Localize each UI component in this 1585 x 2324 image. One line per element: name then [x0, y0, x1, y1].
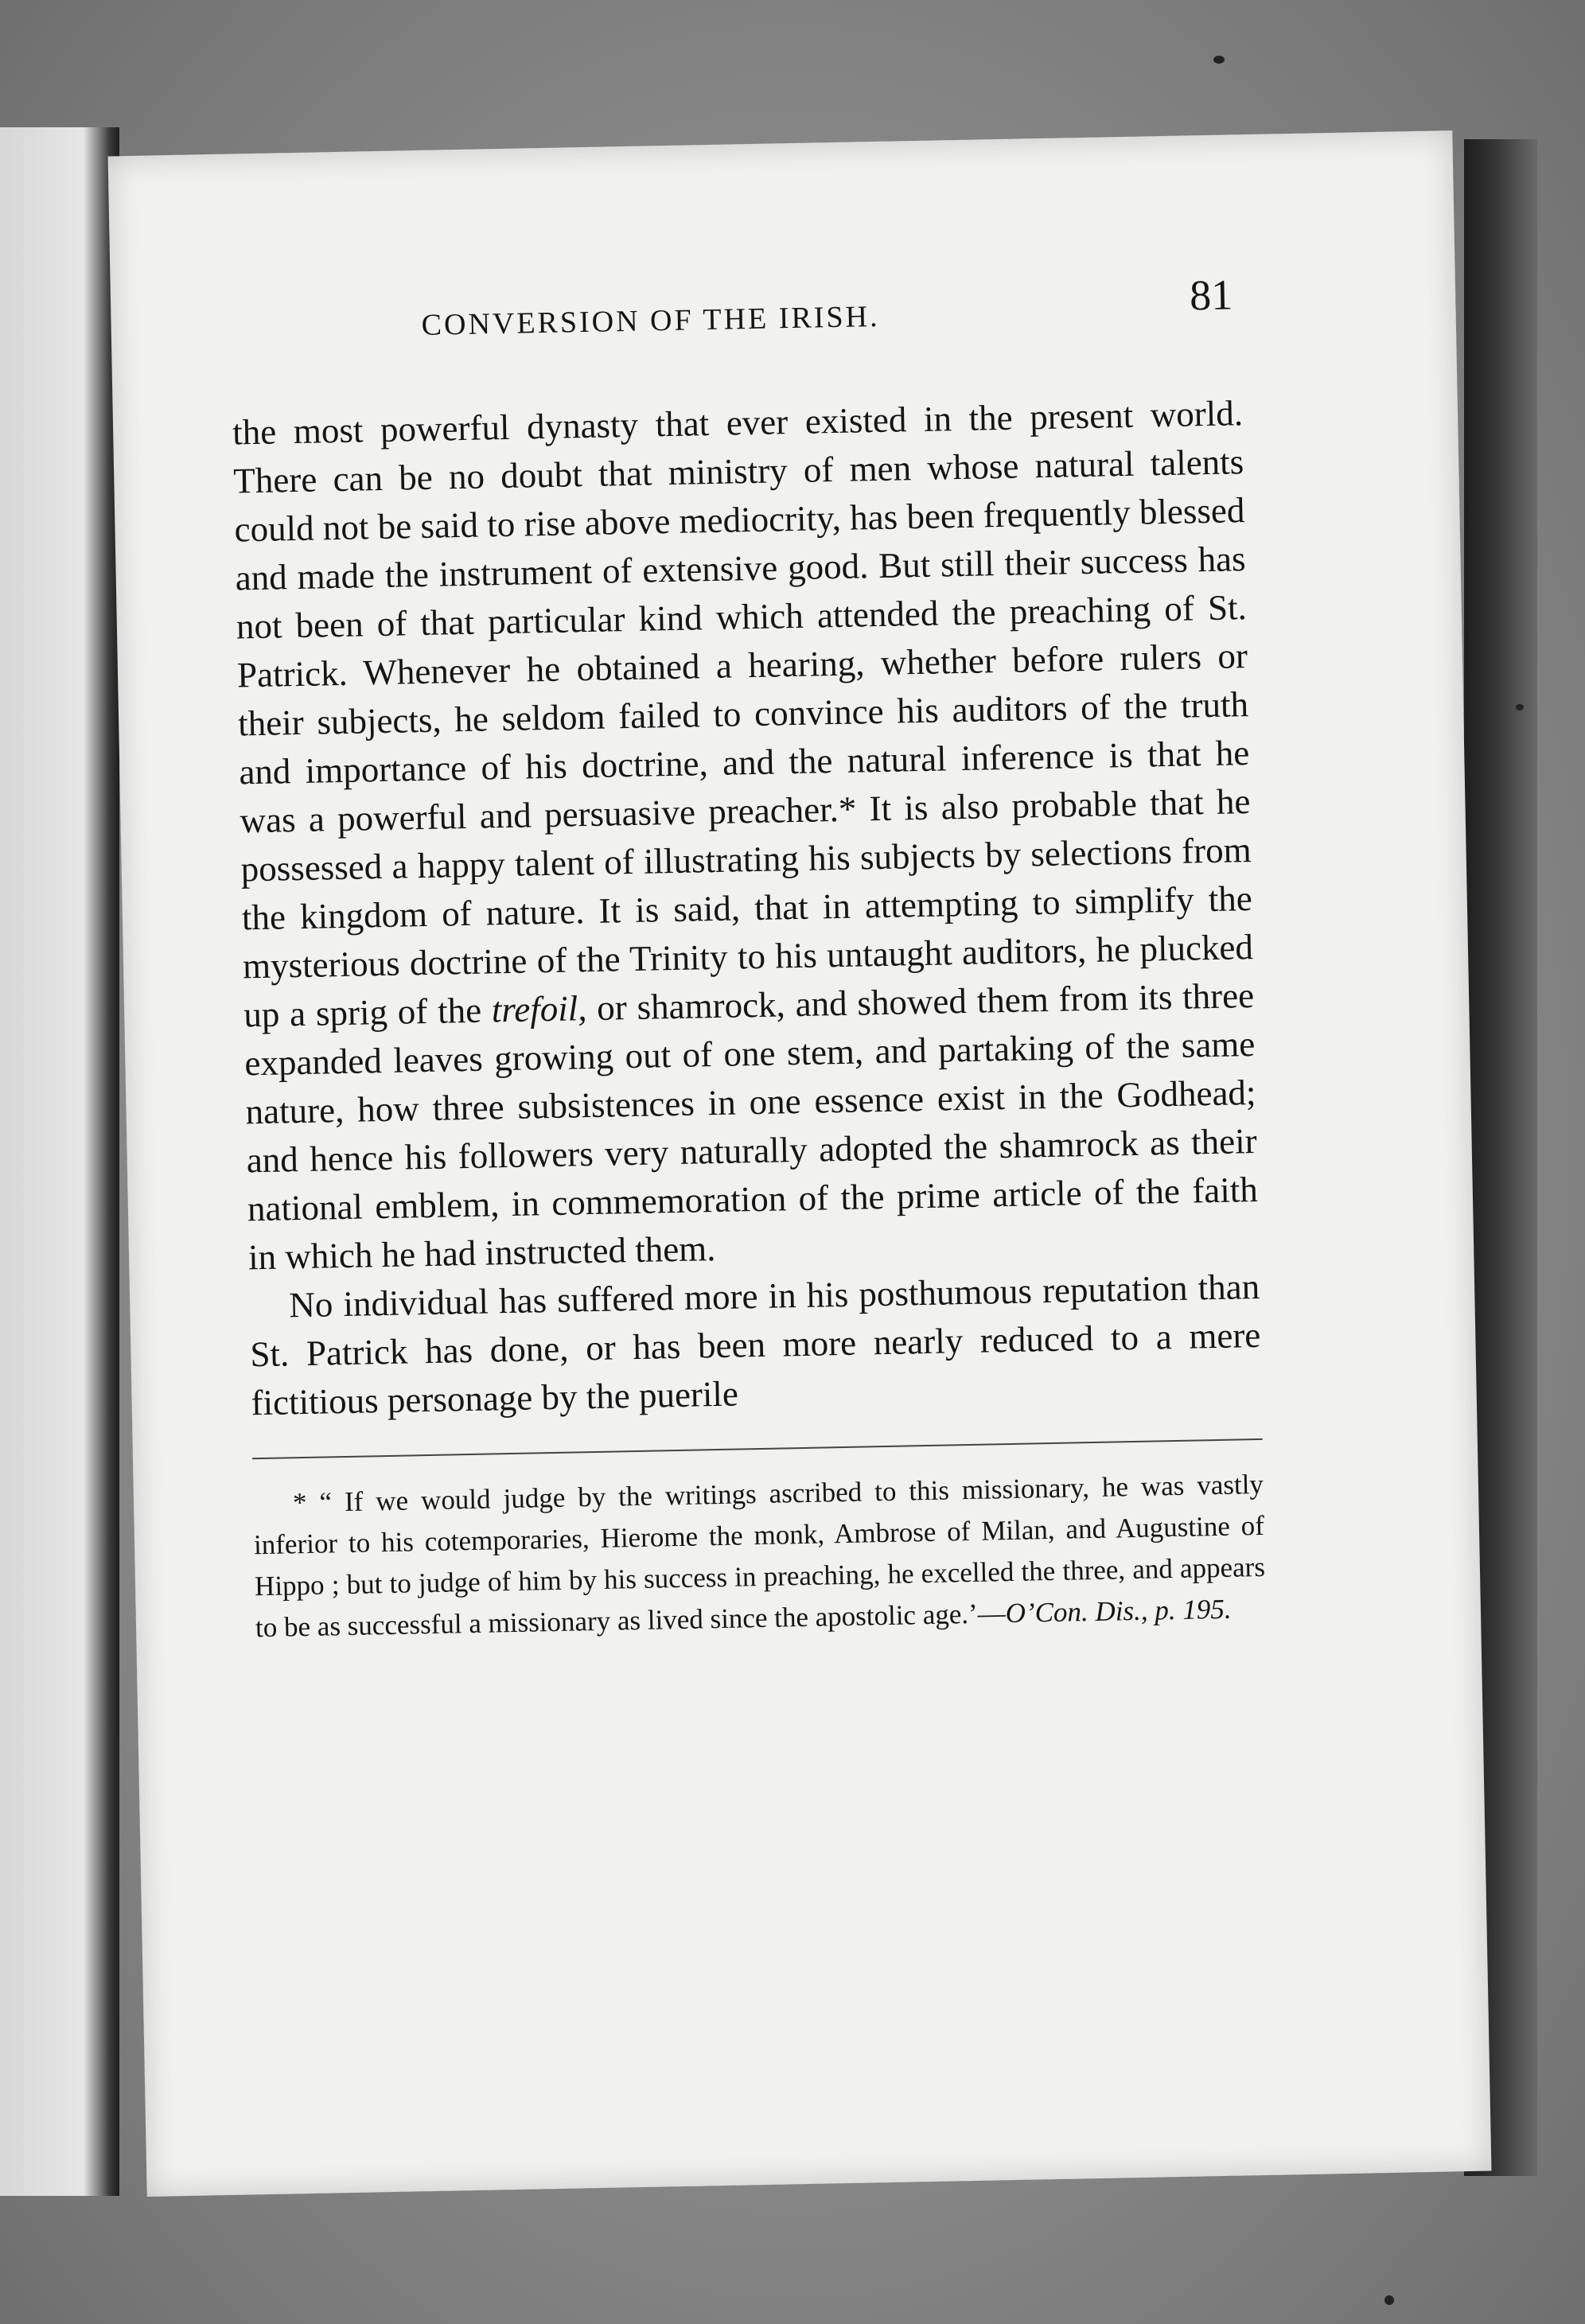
facing-page-edge: [0, 127, 119, 2196]
paragraph-1: [232, 389, 1260, 1282]
footnote-reference: O’Con. Dis., p. 195.: [1005, 1593, 1232, 1629]
page-number: 81: [1189, 271, 1233, 320]
film-speck: [1213, 56, 1225, 64]
running-title: CONVERSION OF THE IRISH.: [421, 299, 880, 342]
book-page: [108, 130, 1492, 2197]
paragraph-2: No individual has suffered more in his posthumous reputation than St. Patrick has done, or has been more nearly reduced to a mere fictitious personage by the puerile: [249, 1266, 1261, 1423]
film-speck: [1516, 704, 1524, 710]
running-head: [230, 270, 1241, 360]
paragraph-1-text-b: or shamrock, and showed them from its three expanded leaves growing out of one stem, and partaking of the same nature, how three subsistences in one essence exist in the Godhead; and hence his followers very naturally adopted the shamrock as their national emblem, in commemoration of the prime article of the faith in which he had instructed them.: [243, 975, 1259, 1278]
page-content: [230, 270, 1267, 1649]
paragraph-1-text-a: the most powerful dynasty that ever existed in the present world. There can be no doubt that ministry of men whose natural talents could not be said to rise above mediocrity, has been frequently blessed and made the instrument of extensive good. But still their success has not been of that particular kind which attended the preaching of St. Patrick. Whenever he obtained a hearing, whether before rulers or their subjects, he seldom failed to convince his auditors of the truth and importance of his doctrine, and the natural inference is that he was a powerful and persuasive preacher.* It is also probable that he possessed a happy talent of illustrating his subjects by selections from the kingdom of nature. It is said, that in attempting to simplify the mysterious doctrine of the Trinity to his untaught auditors, he plucked up a sprig of the: [232, 393, 1254, 1035]
paragraph-1-italic-word: trefoil,: [491, 988, 587, 1030]
body-text: [232, 389, 1262, 1427]
footnote-rule: [252, 1438, 1263, 1459]
footnote-text: * “ If we would judge by the writings ascribed to this missionary, he was vastly inferior to his cotemporaries, Hierome the monk, Ambrose of Milan, and Augustine of Hippo ; but to judge of him by his success in preaching, he excelled the three, and appears to be as successful a missionary as lived since the apostolic age.’—: [253, 1468, 1266, 1644]
footnote: [253, 1464, 1267, 1649]
film-speck: [1384, 2295, 1394, 2305]
